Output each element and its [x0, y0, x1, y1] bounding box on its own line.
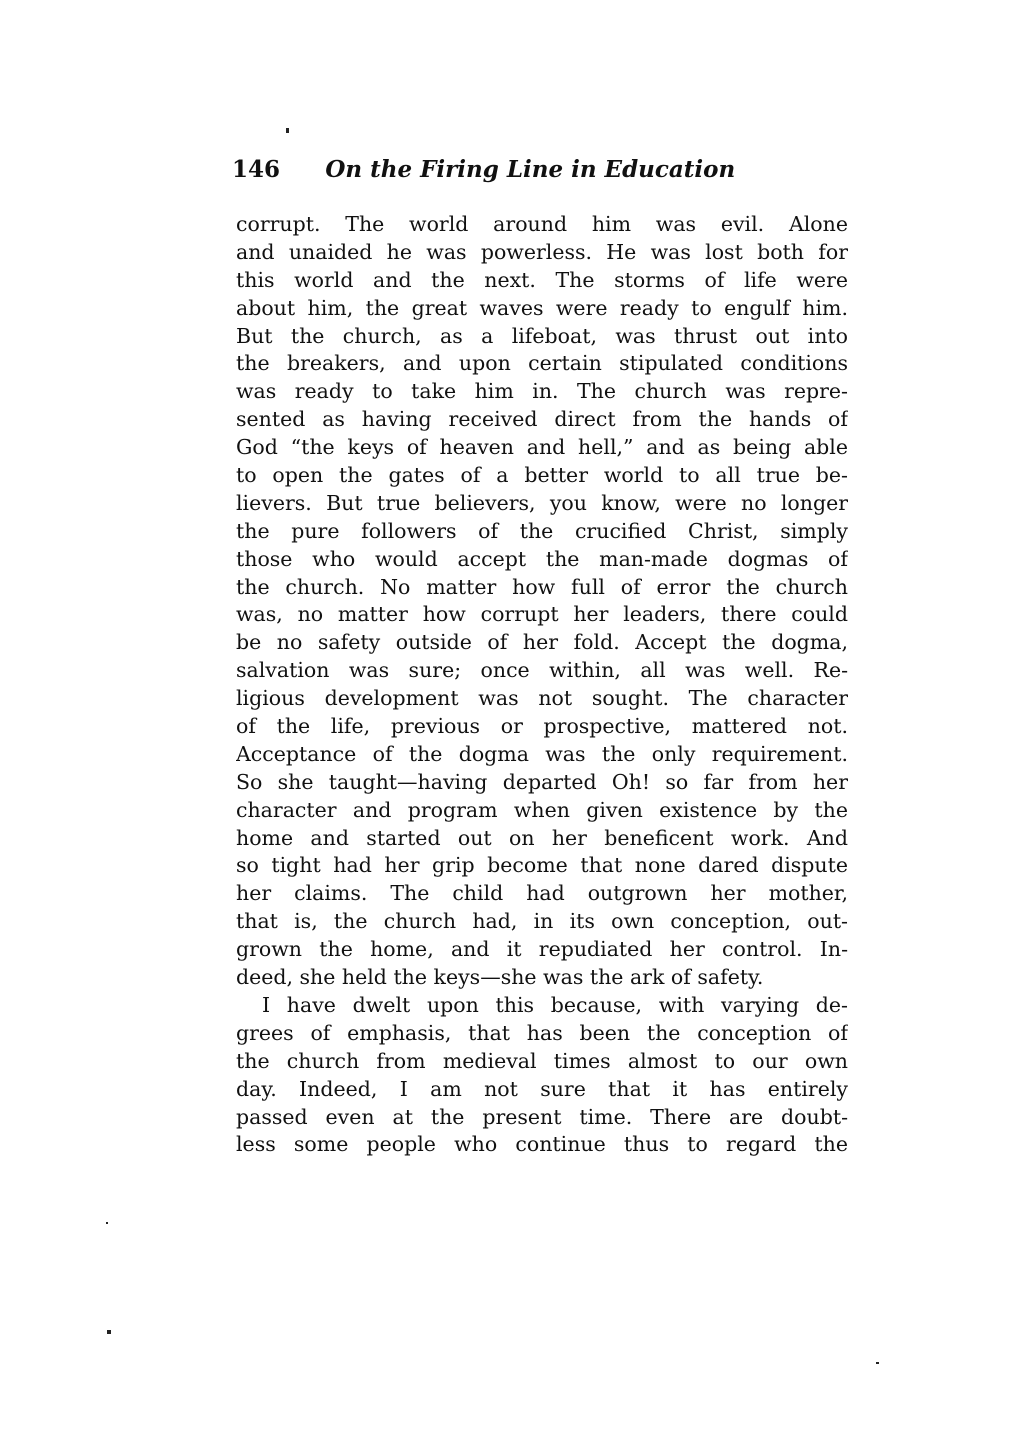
- text-line: of the life, previous or prospective, mattered not.: [236, 714, 848, 739]
- text-line: corrupt. The world around him was evil. Alone: [236, 212, 848, 236]
- text-line: the church from medieval times almost to our own: [236, 1048, 848, 1073]
- text-line: the church. No matter how full of error the church: [236, 574, 848, 599]
- print-speck: [106, 1222, 108, 1224]
- text-line: this world and the next. The storms of life were: [236, 267, 848, 292]
- page-header: [232, 150, 852, 190]
- text-line: was ready to take him in. The church was repre-: [236, 379, 848, 404]
- text-line: sented as having received direct from the hands of: [236, 407, 848, 432]
- print-speck: [286, 128, 289, 133]
- text-line: grees of emphasis, that has been the conception of: [236, 1020, 848, 1045]
- text-line: grown the home, and it repudiated her control. In-: [236, 937, 848, 962]
- text-line: her claims. The child had outgrown her mother,: [236, 881, 848, 906]
- text-line: to open the gates of a better world to all true be-: [236, 463, 848, 488]
- text-line: was, no matter how corrupt her leaders, there could: [236, 602, 848, 627]
- text-line: be no safety outside of her fold. Accept the dogma,: [236, 630, 848, 655]
- text-line: so tight had her grip become that none dared dispute: [236, 853, 848, 878]
- text-line: passed even at the present time. There are doubt-: [236, 1104, 848, 1129]
- text-line: the breakers, and upon certain stipulated conditions: [236, 351, 848, 376]
- text-line: and unaided he was powerless. He was lost both for: [236, 239, 848, 264]
- print-speck: [876, 1362, 879, 1364]
- paragraph-first-line: I have dwelt upon this because, with varying de-: [262, 992, 848, 1017]
- text-line: about him, the great waves were ready to engulf him.: [236, 295, 848, 320]
- text-line: ligious development was not sought. The character: [236, 686, 848, 711]
- text-line: lievers. But true believers, you know, were no longer: [236, 490, 848, 515]
- text-line: day. Indeed, I am not sure that it has entirely: [236, 1076, 848, 1101]
- body-text: [236, 211, 848, 1159]
- text-line: that is, the church had, in its own conception, out-: [236, 909, 848, 934]
- text-line: less some people who continue thus to regard the: [236, 1132, 848, 1157]
- paragraph-last-line: deed, she held the keys—she was the ark of safety.: [236, 965, 764, 990]
- text-line: those who would accept the man-made dogmas of: [236, 546, 848, 571]
- running-title: On the Firing Line in Education: [325, 156, 736, 183]
- text-line: the pure followers of the crucified Christ, simply: [236, 518, 848, 543]
- text-line: God “the keys of heaven and hell,” and as being able: [236, 435, 848, 460]
- page-number: 146: [232, 156, 281, 183]
- text-line: salvation was sure; once within, all was well. Re-: [236, 658, 848, 683]
- print-speck: [107, 1330, 111, 1334]
- text-line: character and program when given existence by the: [236, 797, 848, 822]
- text-line: But the church, as a lifeboat, was thrust out into: [236, 323, 848, 348]
- text-line: So she taught—having departed Oh! so far from her: [236, 769, 848, 794]
- text-line: Acceptance of the dogma was the only requirement.: [236, 741, 848, 766]
- text-line: home and started out on her beneficent work. And: [236, 825, 848, 850]
